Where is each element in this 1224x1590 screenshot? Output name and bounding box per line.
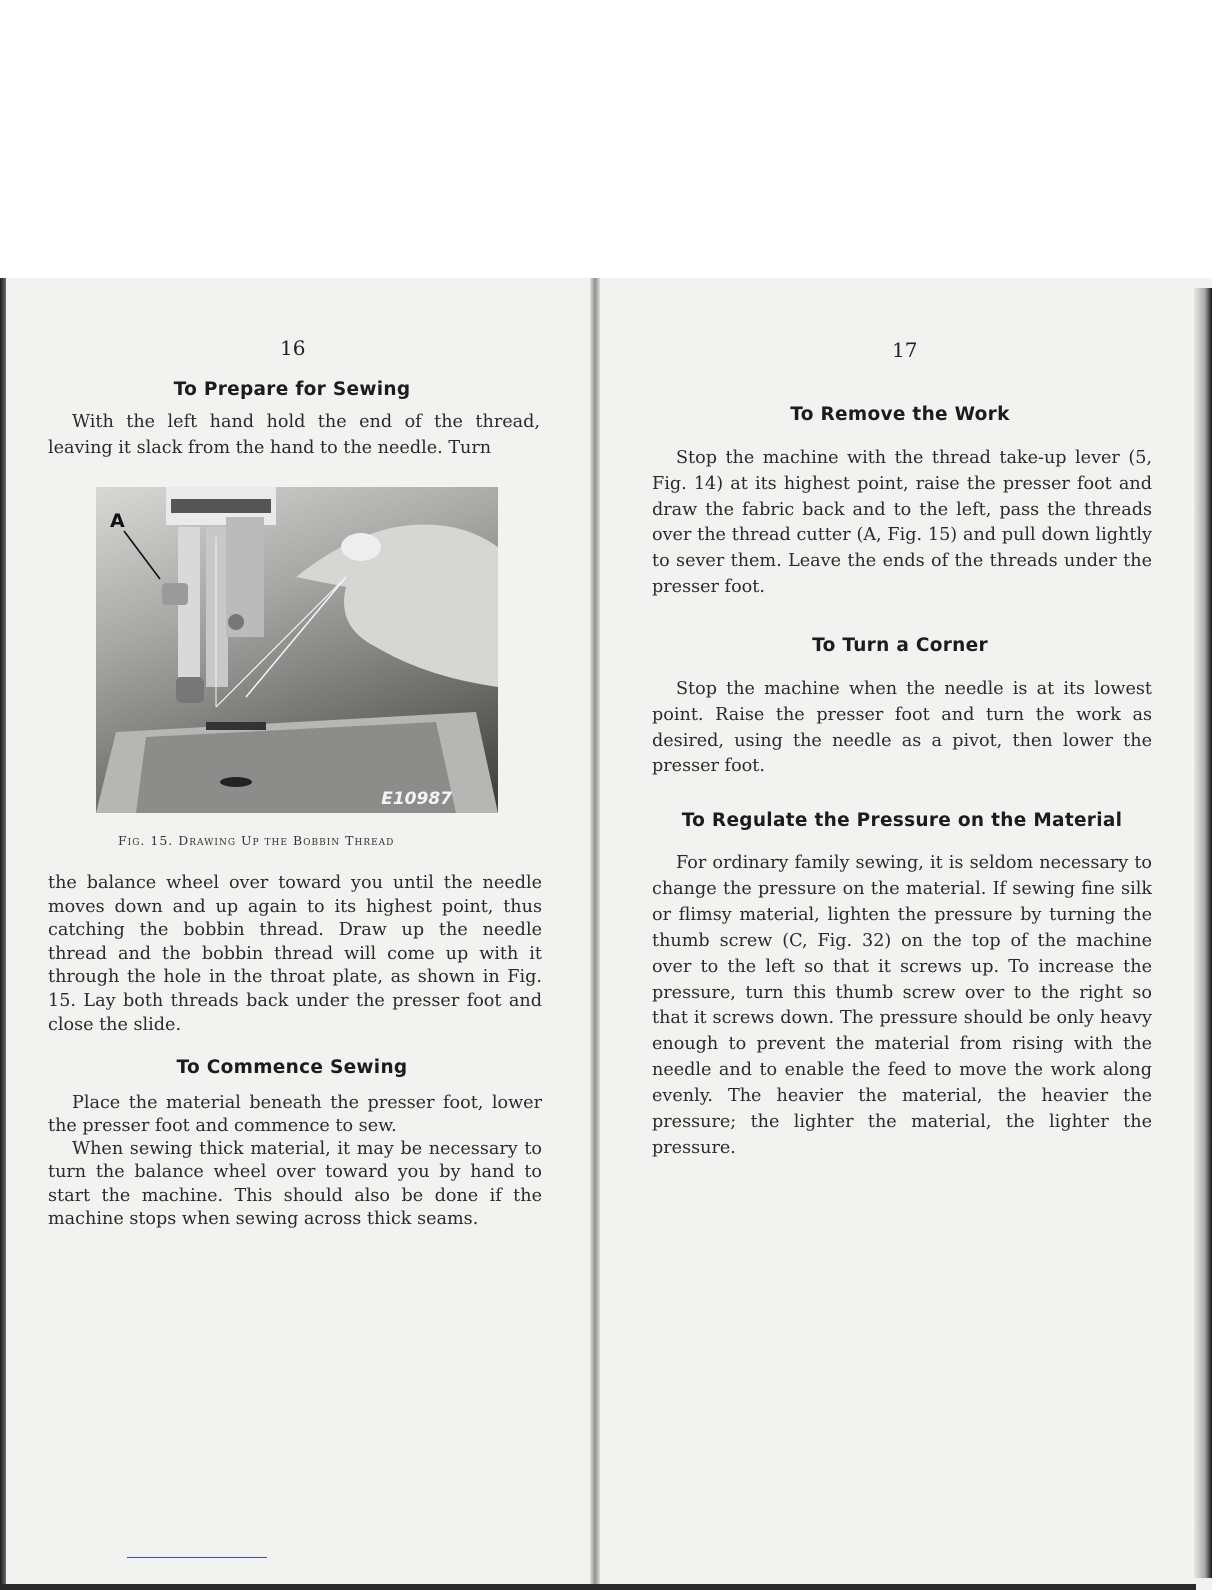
left-page-number: 16	[280, 336, 306, 360]
figure-caption: Fig. 15. Drawing Up the Bobbin Thread	[118, 833, 395, 848]
section-heading-commence: To Commence Sewing	[176, 1057, 408, 1078]
blue-underline-mark	[127, 1557, 267, 1558]
paragraph-corner: Stop the machine when the needle is at its lowest point. Raise the presser foot and turn the work as desired, using the needle as a pivot, then lower the presser foot.	[652, 679, 1152, 777]
section-heading-prepare: To Prepare for Sewing	[173, 379, 411, 400]
right-page-edge	[1194, 288, 1212, 1578]
paragraph-remove: Stop the machine with the thread take-up lever (5, Fig. 14) at its highest point, raise the presser foot and draw the fabric back and to the left, pass the threads over the thread cutter (A, Fig. 15) and pull down lightly to sever them. Leave the ends of the threads under the presser foot.	[652, 448, 1152, 597]
paragraph-prepare: With the left hand hold the end of the thread, leaving it slack from the hand to the needle. Turn	[48, 412, 540, 458]
section-heading-pressure: To Regulate the Pressure on the Material	[681, 810, 1123, 831]
sewing-machine-illustration	[96, 487, 498, 813]
figure-code: E10987	[381, 789, 452, 809]
paragraph-commence-1: Place the material beneath the presser foot, lower the presser foot and commence to sew.	[48, 1093, 542, 1136]
book-gutter	[590, 278, 600, 1590]
section-heading-corner: To Turn a Corner	[812, 635, 988, 656]
bottom-page-edge	[0, 1584, 1196, 1590]
right-page-number: 17	[892, 338, 918, 362]
section-heading-remove: To Remove the Work	[790, 404, 1010, 425]
figure-label-a: A	[110, 510, 125, 532]
paragraph-commence-2: When sewing thick material, it may be necessary to turn the balance wheel over toward you by hand to start the machine. This should also be done if the machine stops when sewing across thick seams.	[48, 1139, 542, 1229]
left-page-edge	[0, 278, 6, 1590]
paragraph-continuation: the balance wheel over toward you until the needle moves down and up again to its highest point, thus catching the bobbin thread. Draw up the needle thread and the bobbin thread will come up with it through the hole in the throat plate, as shown in Fig. 15. Lay both threads back under the presser foot and close the slide.	[48, 873, 542, 1035]
figure-bobbin-thread-photo	[96, 487, 498, 813]
paragraph-pressure: For ordinary family sewing, it is seldom necessary to change the pressure on the material. If sewing fine silk or flimsy material, lighten the pressure by turning the thumb screw (C, Fig. 32) on the top of the machine over to the left so that it screws up. To increase the pressure, turn this thumb screw over to the right so that it screws down. The pressure should be only heavy enough to prevent the material from rising with the needle and to enable the feed to move the work along evenly. The heavier the material, the heavier the pressure; the lighter the material, the lighter the pressure.	[652, 853, 1152, 1158]
